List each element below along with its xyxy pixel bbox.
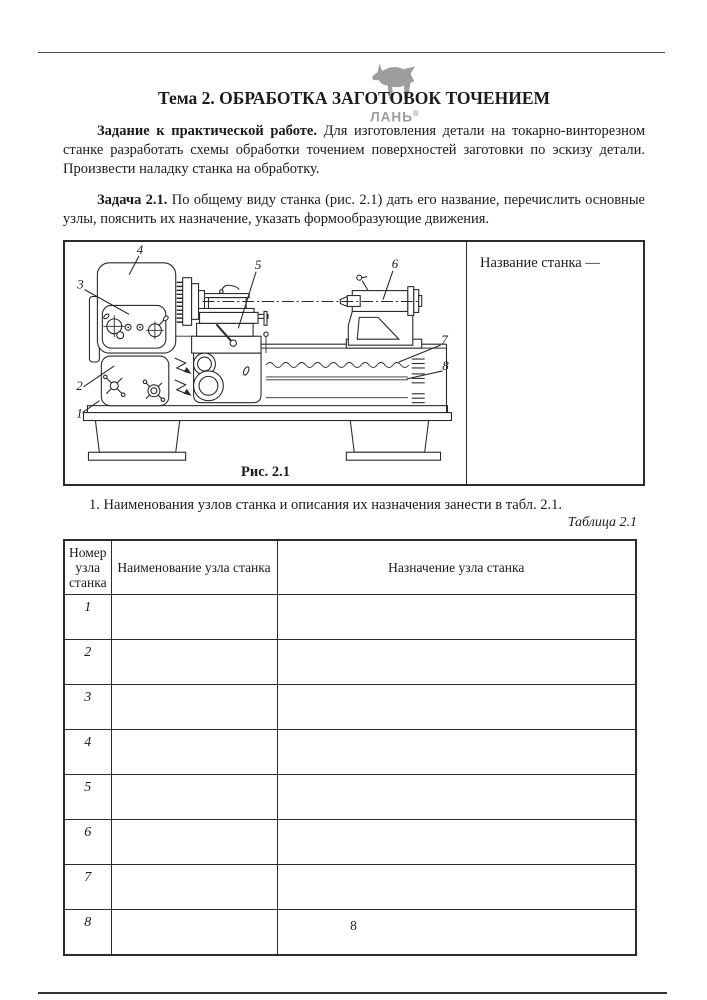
figure-callout-8: 8 [442,358,449,373]
lathe-drawing-cell [65,242,467,484]
unit-purpose-cell [277,775,636,820]
task-lead: Задание к практической работе. [97,123,317,139]
task-text: Для изготовления детали на токарно-винторезном станке разработать схемы обработки точением поверхностей заготовки по эскизу детали. Произвести наладку станка на обработку. [63,123,645,177]
header-unit-number: Номер узла станка [64,540,111,595]
problem-text: По общему виду станка (рис. 2.1) дать его название, перечислить основные узлы, пояснить их назначение, указать формообразующие движения. [63,192,645,227]
unit-name-cell [111,730,277,775]
unit-number-cell: 4 [64,730,111,775]
unit-name-cell [111,775,277,820]
unit-number-cell: 7 [64,865,111,910]
top-rule [38,52,665,53]
figure-callout-7: 7 [441,333,448,348]
table-row [64,865,636,910]
publisher-name: ЛАНЬ® [370,109,420,125]
figure-callout-3: 3 [77,277,84,292]
lathe-tailstock [340,275,421,348]
problem-lead: Задача 2.1. [97,192,168,208]
table-header-row [64,540,636,595]
table-row [64,685,636,730]
figure-callout-1: 1 [76,406,83,421]
paragraph-problem [63,191,645,229]
table-row [64,820,636,865]
unit-number-cell: 5 [64,775,111,820]
unit-name-cell [111,595,277,640]
page-number: 8 [350,918,357,933]
figure-caption: Рис. 2.1 [240,464,291,480]
unit-purpose-cell [277,865,636,910]
unit-name-cell [111,640,277,685]
unit-name-cell [111,865,277,910]
bottom-rule [38,992,667,994]
unit-purpose-cell [277,820,636,865]
paragraph-task [63,122,645,179]
unit-number-cell: 1 [64,595,111,640]
lathe-base [84,406,452,461]
lathe-headstock [89,263,175,362]
machine-name-cell [467,242,643,484]
unit-number-cell: 6 [64,820,111,865]
figure-callout-2: 2 [76,378,83,393]
table-caption: Таблица 2.1 [567,515,637,530]
table-row [64,640,636,685]
unit-purpose-cell [277,730,636,775]
units-table [63,539,637,956]
unit-purpose-cell [277,595,636,640]
unit-name-cell [111,685,277,730]
figure-2-1-box [63,240,645,486]
unit-purpose-cell [277,685,636,730]
table-row [64,730,636,775]
lathe-drawing [65,242,465,484]
machine-name-label: Название станка — [480,255,600,271]
unit-purpose-cell [277,640,636,685]
unit-name-cell [111,820,277,865]
figure-callout-5: 5 [254,257,262,272]
table-row [64,595,636,640]
figure-callout-4: 4 [136,242,144,257]
lathe-apron [101,356,191,406]
header-unit-purpose: Назначение узла станка [277,540,636,595]
unit-number-cell: 3 [64,685,111,730]
table-row [64,775,636,820]
unit-number-cell: 8 [64,910,111,956]
page-title: Тема 2. ОБРАБОТКА ЗАГОТОВОК ТОЧЕНИЕМ [157,88,551,108]
figure-callout-6: 6 [391,256,399,271]
unit-number-cell: 2 [64,640,111,685]
instruction-line: 1. Наименования узлов станка и описания их назначения занести в табл. 2.1. [89,497,562,513]
header-unit-name: Наименование узла станка [111,540,277,595]
